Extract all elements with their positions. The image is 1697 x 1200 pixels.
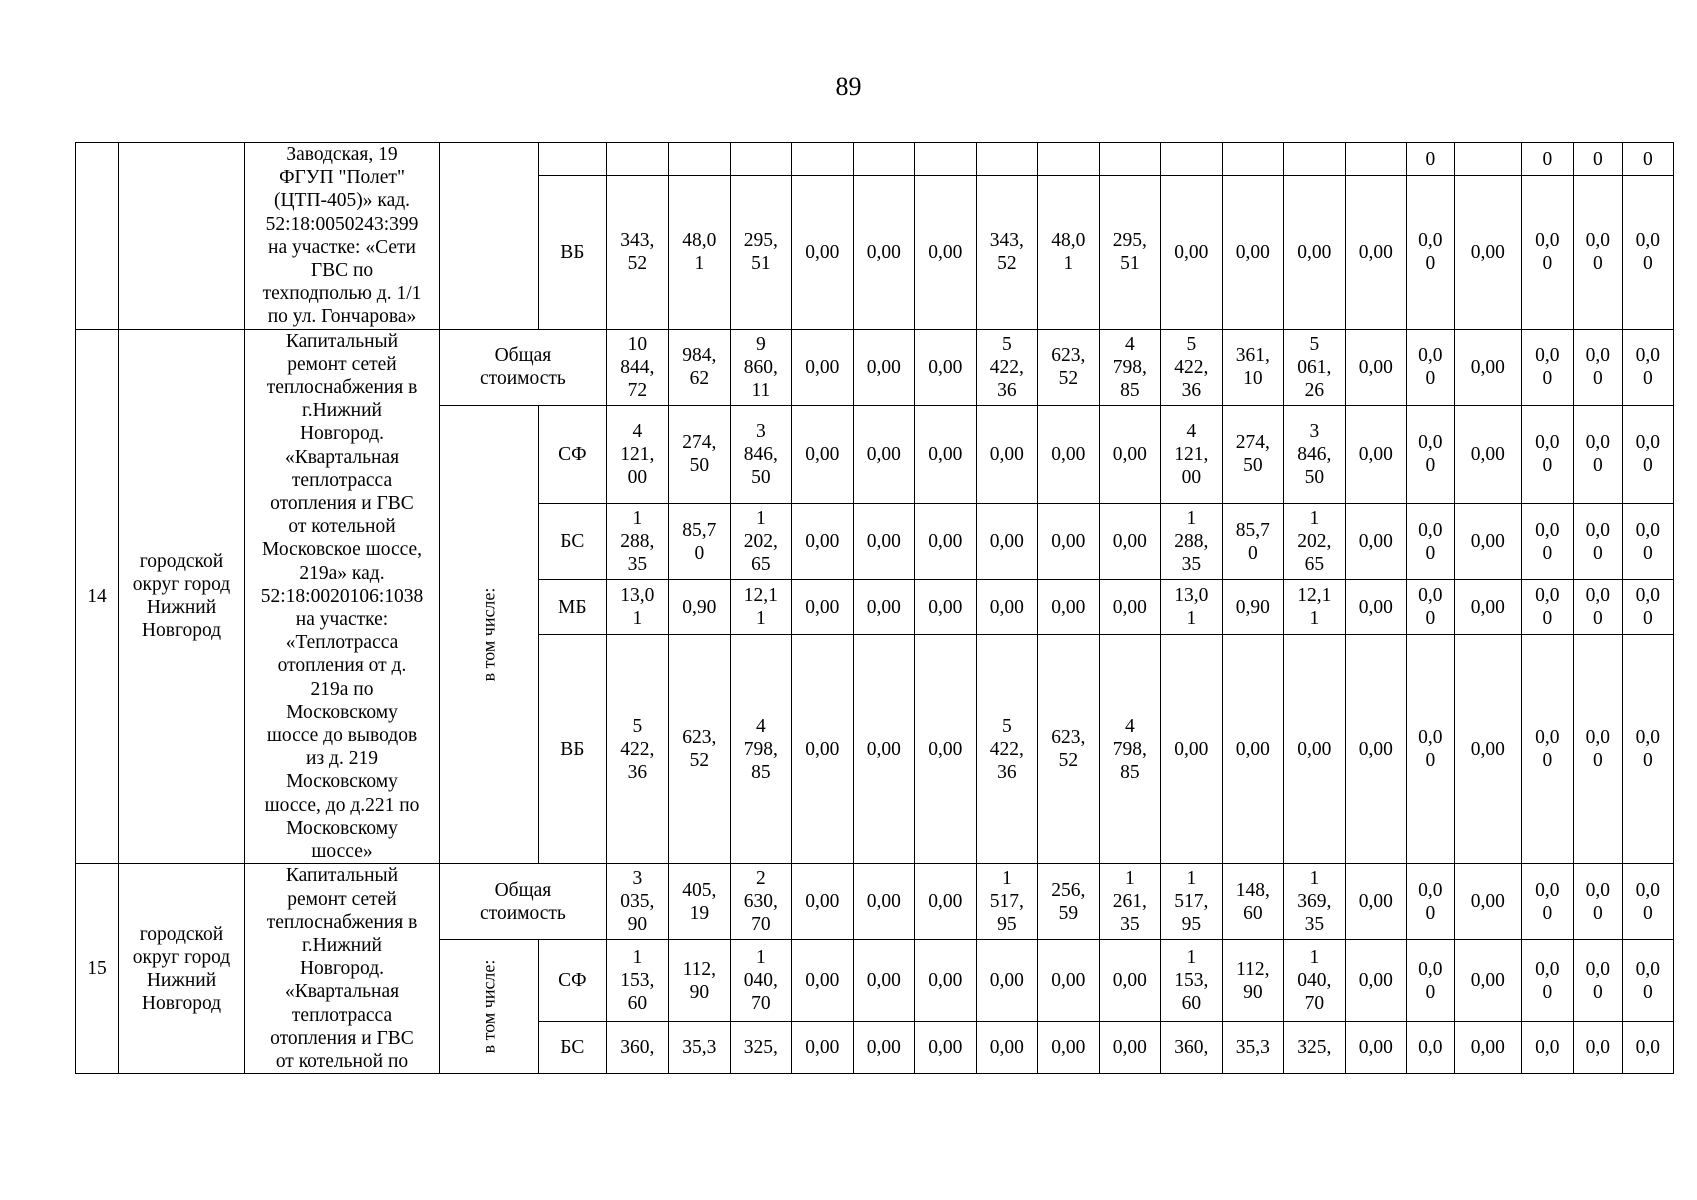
value-cell: 0,00 xyxy=(1160,176,1222,329)
entry-number: 15 xyxy=(76,864,119,1074)
value-cell: 85,7 0 xyxy=(668,504,730,580)
value-cell: 0,0 0 xyxy=(1521,405,1573,504)
value-cell: 623, 52 xyxy=(1037,329,1099,405)
value-cell: 0,0 0 xyxy=(1521,635,1573,864)
value-cell: 0,00 xyxy=(1345,635,1406,864)
description-cell: Капитальный ремонт сетей теплоснабжения в г.Нижний Новгород. «Квартальная теплотрасса отопления и ГВС от котельной по xyxy=(245,864,440,1074)
value-cell: 0,00 xyxy=(914,329,976,405)
value-cell: 0,00 xyxy=(1345,176,1406,329)
source-label-cell xyxy=(440,143,539,330)
value-cell xyxy=(1037,143,1099,176)
value-cell: 5 422, 36 xyxy=(976,329,1037,405)
value-cell: 0,0 0 xyxy=(1573,176,1622,329)
value-cell xyxy=(791,143,853,176)
value-cell: 0,0 0 xyxy=(1573,405,1622,504)
value-cell: 0,0 0 xyxy=(1406,176,1454,329)
value-cell: 256, 59 xyxy=(1037,864,1099,940)
value-cell: 0,00 xyxy=(791,940,853,1022)
value-cell: 112, 90 xyxy=(668,940,730,1022)
value-cell: 4 798, 85 xyxy=(730,635,791,864)
value-cell: 0 xyxy=(1406,143,1454,176)
value-cell: 0,00 xyxy=(1037,504,1099,580)
value-cell: 48,0 1 xyxy=(1037,176,1099,329)
value-cell: 0,0 0 xyxy=(1622,580,1673,635)
entry-number: 14 xyxy=(76,329,119,864)
page-number: 89 xyxy=(835,72,862,101)
value-cell xyxy=(976,143,1037,176)
value-cell: 0,0 0 xyxy=(1622,504,1673,580)
table-row xyxy=(76,329,1674,405)
source-label-cell: МБ xyxy=(538,580,606,635)
value-cell: 5 422, 36 xyxy=(1160,329,1222,405)
value-cell: 3 846, 50 xyxy=(1283,405,1345,504)
value-cell: 4 121, 00 xyxy=(606,405,668,504)
value-cell: 0,00 xyxy=(791,580,853,635)
value-cell: 0,0 0 xyxy=(1406,635,1454,864)
value-cell: 0,00 xyxy=(1454,504,1521,580)
value-cell: 0,0 xyxy=(1622,1022,1673,1074)
value-cell: 0,0 0 xyxy=(1406,864,1454,940)
value-cell: 0,00 xyxy=(914,1022,976,1074)
value-cell: 0,00 xyxy=(1454,580,1521,635)
value-cell: 0,00 xyxy=(1283,635,1345,864)
value-cell: 0,00 xyxy=(1345,329,1406,405)
value-cell: 0,90 xyxy=(1222,580,1283,635)
value-cell: 0,00 xyxy=(1037,580,1099,635)
value-cell: 325, xyxy=(1283,1022,1345,1074)
value-cell: 1 202, 65 xyxy=(730,504,791,580)
value-cell: 0,0 0 xyxy=(1521,329,1573,405)
value-cell: 0,0 0 xyxy=(1406,329,1454,405)
value-cell: 0,00 xyxy=(1160,635,1222,864)
value-cell: 5 061, 26 xyxy=(1283,329,1345,405)
value-cell xyxy=(914,143,976,176)
municipality-cell: городской округ город Нижний Новгород xyxy=(119,329,245,864)
value-cell: 1 288, 35 xyxy=(606,504,668,580)
value-cell: 0,0 0 xyxy=(1573,635,1622,864)
value-cell: 0,00 xyxy=(976,504,1037,580)
value-cell: 0,0 0 xyxy=(1406,504,1454,580)
value-cell: 274, 50 xyxy=(668,405,730,504)
value-cell: 360, xyxy=(606,1022,668,1074)
value-cell: 0,00 xyxy=(791,864,853,940)
value-cell: 0,00 xyxy=(1345,405,1406,504)
in-number-label: в том числе: xyxy=(478,959,499,1054)
value-cell: 3 035, 90 xyxy=(606,864,668,940)
description-cell: Заводская, 19 ФГУП "Полет" (ЦТП-405)» кад. 52:18:0050243:399 на участке: «Сети ГВС по техподполью д. 1/1 по ул. Гончарова» xyxy=(245,143,440,330)
value-cell: 0,00 xyxy=(791,504,853,580)
value-cell: 0,00 xyxy=(1454,329,1521,405)
value-cell: 0,00 xyxy=(914,940,976,1022)
value-cell: 4 121, 00 xyxy=(1160,405,1222,504)
value-cell: 0,00 xyxy=(1283,176,1345,329)
source-label-cell: СФ xyxy=(538,940,606,1022)
value-cell: 0,00 xyxy=(914,635,976,864)
value-cell: 0,00 xyxy=(976,940,1037,1022)
value-cell: 0,00 xyxy=(1099,940,1160,1022)
value-cell: 0,00 xyxy=(914,864,976,940)
value-cell xyxy=(1222,143,1283,176)
value-cell: 48,0 1 xyxy=(668,176,730,329)
value-cell: 623, 52 xyxy=(668,635,730,864)
value-cell: 0,0 0 xyxy=(1573,940,1622,1022)
value-cell xyxy=(668,143,730,176)
value-cell: 0,0 0 xyxy=(1406,580,1454,635)
value-cell: 295, 51 xyxy=(1099,176,1160,329)
value-cell: 0,00 xyxy=(1037,1022,1099,1074)
value-cell: 0,0 0 xyxy=(1521,864,1573,940)
value-cell: 0,0 0 xyxy=(1406,940,1454,1022)
value-cell: 0,00 xyxy=(914,504,976,580)
value-cell: 0,0 0 xyxy=(1622,940,1673,1022)
value-cell: 0,00 xyxy=(1037,940,1099,1022)
value-cell: 85,7 0 xyxy=(1222,504,1283,580)
value-cell: 0,00 xyxy=(853,504,914,580)
value-cell: 10 844, 72 xyxy=(606,329,668,405)
value-cell: 0,0 0 xyxy=(1521,504,1573,580)
in-number-cell xyxy=(440,940,539,1074)
source-label-cell: ВБ xyxy=(538,176,606,329)
value-cell: 0,0 0 xyxy=(1406,405,1454,504)
value-cell: 1 153, 60 xyxy=(1160,940,1222,1022)
value-cell: 0,00 xyxy=(1454,176,1521,329)
value-cell: 0,00 xyxy=(853,329,914,405)
value-cell: 0,00 xyxy=(853,864,914,940)
municipality-cell: городской округ город Нижний Новгород xyxy=(119,864,245,1074)
value-cell: 0,00 xyxy=(1222,176,1283,329)
value-cell: 0,0 0 xyxy=(1521,580,1573,635)
value-cell: 0,00 xyxy=(1037,405,1099,504)
value-cell: 148, 60 xyxy=(1222,864,1283,940)
value-cell: 0,00 xyxy=(1454,635,1521,864)
value-cell: 1 040, 70 xyxy=(1283,940,1345,1022)
total-cost-label: Общая стоимость xyxy=(440,329,607,405)
value-cell: 0,00 xyxy=(1345,504,1406,580)
value-cell: 0 xyxy=(1622,143,1673,176)
value-cell: 623, 52 xyxy=(1037,635,1099,864)
value-cell: 0,00 xyxy=(853,580,914,635)
value-cell: 1 517, 95 xyxy=(1160,864,1222,940)
in-number-label: в том числе: xyxy=(478,587,499,682)
value-cell: 0,00 xyxy=(914,580,976,635)
value-cell: 0,00 xyxy=(853,635,914,864)
value-cell: 35,3 xyxy=(668,1022,730,1074)
value-cell: 0,00 xyxy=(853,405,914,504)
value-cell: 0,00 xyxy=(1454,864,1521,940)
value-cell xyxy=(1345,143,1406,176)
table-row xyxy=(76,864,1674,940)
value-cell: 0,00 xyxy=(914,176,976,329)
value-cell: 0,00 xyxy=(914,405,976,504)
value-cell xyxy=(606,143,668,176)
value-cell: 0 xyxy=(1573,143,1622,176)
value-cell: 295, 51 xyxy=(730,176,791,329)
value-cell: 1 517, 95 xyxy=(976,864,1037,940)
value-cell: 0,00 xyxy=(791,329,853,405)
value-cell: 12,1 1 xyxy=(1283,580,1345,635)
value-cell: 0,0 0 xyxy=(1622,176,1673,329)
value-cell: 3 846, 50 xyxy=(730,405,791,504)
value-cell xyxy=(1099,143,1160,176)
value-cell: 274, 50 xyxy=(1222,405,1283,504)
value-cell: 0,00 xyxy=(791,176,853,329)
value-cell: 0,0 0 xyxy=(1573,329,1622,405)
value-cell: 0,0 0 xyxy=(1622,635,1673,864)
value-cell: 0,00 xyxy=(1099,405,1160,504)
value-cell xyxy=(853,143,914,176)
value-cell: 343, 52 xyxy=(976,176,1037,329)
value-cell: 0,00 xyxy=(1345,864,1406,940)
in-number-cell xyxy=(440,405,539,864)
value-cell: 325, xyxy=(730,1022,791,1074)
value-cell: 4 798, 85 xyxy=(1099,635,1160,864)
value-cell: 4 798, 85 xyxy=(1099,329,1160,405)
description-cell: Капитальный ремонт сетей теплоснабжения в г.Нижний Новгород. «Квартальная теплотрасса отопления и ГВС от котельной Московское шоссе, 219а» кад. 52:18:0020106:1038 на участке: «Теплотрасса отопления от д. 219а по Московскому шоссе до выводов из д. 219 Московскому шоссе, до д.221 по Московскому шоссе» xyxy=(245,329,440,864)
value-cell: 360, xyxy=(1160,1022,1222,1074)
value-cell: 1 369, 35 xyxy=(1283,864,1345,940)
value-cell: 0,0 0 xyxy=(1521,176,1573,329)
value-cell: 5 422, 36 xyxy=(976,635,1037,864)
value-cell: 13,0 1 xyxy=(1160,580,1222,635)
value-cell: 2 630, 70 xyxy=(730,864,791,940)
source-label-cell: СФ xyxy=(538,405,606,504)
value-cell: 0,0 xyxy=(1521,1022,1573,1074)
value-cell: 0,0 0 xyxy=(1573,864,1622,940)
value-cell: 0,00 xyxy=(791,635,853,864)
source-label-cell: БС xyxy=(538,504,606,580)
value-cell: 0,0 xyxy=(1406,1022,1454,1074)
value-cell: 405, 19 xyxy=(668,864,730,940)
value-cell: 0,00 xyxy=(1345,1022,1406,1074)
value-cell xyxy=(730,143,791,176)
value-cell: 0,00 xyxy=(1099,504,1160,580)
value-cell: 1 288, 35 xyxy=(1160,504,1222,580)
source-label-cell: ВБ xyxy=(538,635,606,864)
value-cell: 1 153, 60 xyxy=(606,940,668,1022)
value-cell: 0,00 xyxy=(1454,1022,1521,1074)
value-cell: 0,00 xyxy=(1222,635,1283,864)
value-cell: 0,90 xyxy=(668,580,730,635)
value-cell: 0,00 xyxy=(1099,1022,1160,1074)
total-cost-label: Общая стоимость xyxy=(440,864,607,940)
value-cell: 0,0 0 xyxy=(1573,504,1622,580)
value-cell: 0,00 xyxy=(976,405,1037,504)
source-label-cell: БС xyxy=(538,1022,606,1074)
value-cell: 5 422, 36 xyxy=(606,635,668,864)
value-cell: 0,00 xyxy=(1345,940,1406,1022)
source-label-cell xyxy=(538,143,606,176)
value-cell: 0,0 xyxy=(1573,1022,1622,1074)
value-cell: 0,00 xyxy=(1454,940,1521,1022)
value-cell xyxy=(1454,143,1521,176)
value-cell xyxy=(1160,143,1222,176)
value-cell: 0,00 xyxy=(791,1022,853,1074)
value-cell: 343, 52 xyxy=(606,176,668,329)
value-cell: 0,00 xyxy=(976,580,1037,635)
value-cell: 0,00 xyxy=(1099,580,1160,635)
value-cell: 13,0 1 xyxy=(606,580,668,635)
value-cell: 0,0 0 xyxy=(1622,864,1673,940)
value-cell: 0,0 0 xyxy=(1573,580,1622,635)
value-cell: 0,0 0 xyxy=(1521,940,1573,1022)
value-cell: 984, 62 xyxy=(668,329,730,405)
value-cell: 0,0 0 xyxy=(1622,405,1673,504)
value-cell: 12,1 1 xyxy=(730,580,791,635)
value-cell: 0,00 xyxy=(1454,405,1521,504)
value-cell: 9 860, 11 xyxy=(730,329,791,405)
value-cell: 0,00 xyxy=(853,176,914,329)
value-cell: 1 261, 35 xyxy=(1099,864,1160,940)
municipality-cell xyxy=(119,143,245,330)
value-cell: 35,3 xyxy=(1222,1022,1283,1074)
value-cell: 0,00 xyxy=(853,940,914,1022)
value-cell: 0,0 0 xyxy=(1622,329,1673,405)
value-cell: 112, 90 xyxy=(1222,940,1283,1022)
number-cell xyxy=(76,143,119,330)
value-cell: 361, 10 xyxy=(1222,329,1283,405)
value-cell: 1 202, 65 xyxy=(1283,504,1345,580)
value-cell: 0,00 xyxy=(791,405,853,504)
value-cell: 0,00 xyxy=(853,1022,914,1074)
value-cell: 0,00 xyxy=(976,1022,1037,1074)
value-cell: 0,00 xyxy=(1345,580,1406,635)
budget-table xyxy=(75,142,1674,1074)
value-cell xyxy=(1283,143,1345,176)
table-row xyxy=(76,143,1674,176)
value-cell: 1 040, 70 xyxy=(730,940,791,1022)
value-cell: 0 xyxy=(1521,143,1573,176)
